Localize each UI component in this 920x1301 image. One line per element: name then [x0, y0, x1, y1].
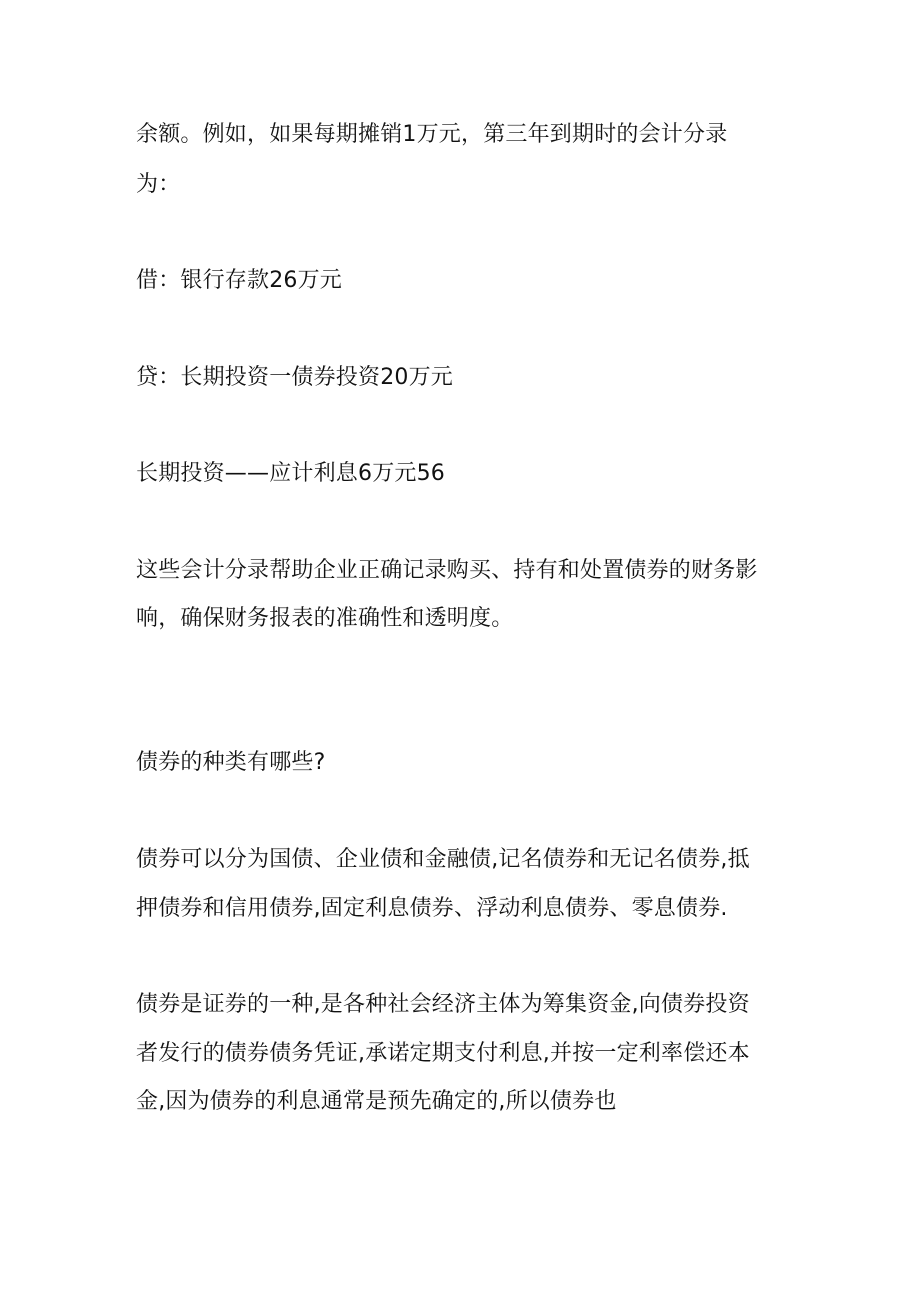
paragraph-8-line-1: 债券是证券的一种,是各种社会经济主体为筹集资金,向债券投资	[136, 992, 750, 1017]
credit-entry: 贷：长期投资一债券投资20万元	[136, 365, 453, 390]
accrued-interest-entry: 长期投资——应计利息6万元56	[136, 461, 445, 486]
paragraph-8-line-2: 者发行的债券债务凭证,承诺定期支付利息,并按一定利率偿还本	[136, 1041, 750, 1066]
paragraph-7-line-2: 押债券和信用债券,固定利息债券、浮动利息债券、零息债券.	[136, 896, 728, 921]
paragraph-5-line-1: 这些会计分录帮助企业正确记录购买、持有和处置债券的财务影	[136, 558, 758, 583]
section-question: 债券的种类有哪些?	[136, 750, 326, 775]
paragraph-1-line-2: 为：	[136, 172, 181, 197]
paragraph-1-line-1: 余额。例如，如果每期摊销1万元，第三年到期时的会计分录	[136, 122, 728, 147]
paragraph-8-line-3: 金,因为债券的利息通常是预先确定的,所以债券也	[136, 1089, 617, 1114]
debit-entry: 借：银行存款26万元	[136, 268, 342, 293]
paragraph-5-line-2: 响，确保财务报表的准确性和透明度。	[136, 606, 514, 631]
paragraph-7-line-1: 债券可以分为国债、企业债和金融债,记名债券和无记名债券,抵	[136, 847, 750, 872]
